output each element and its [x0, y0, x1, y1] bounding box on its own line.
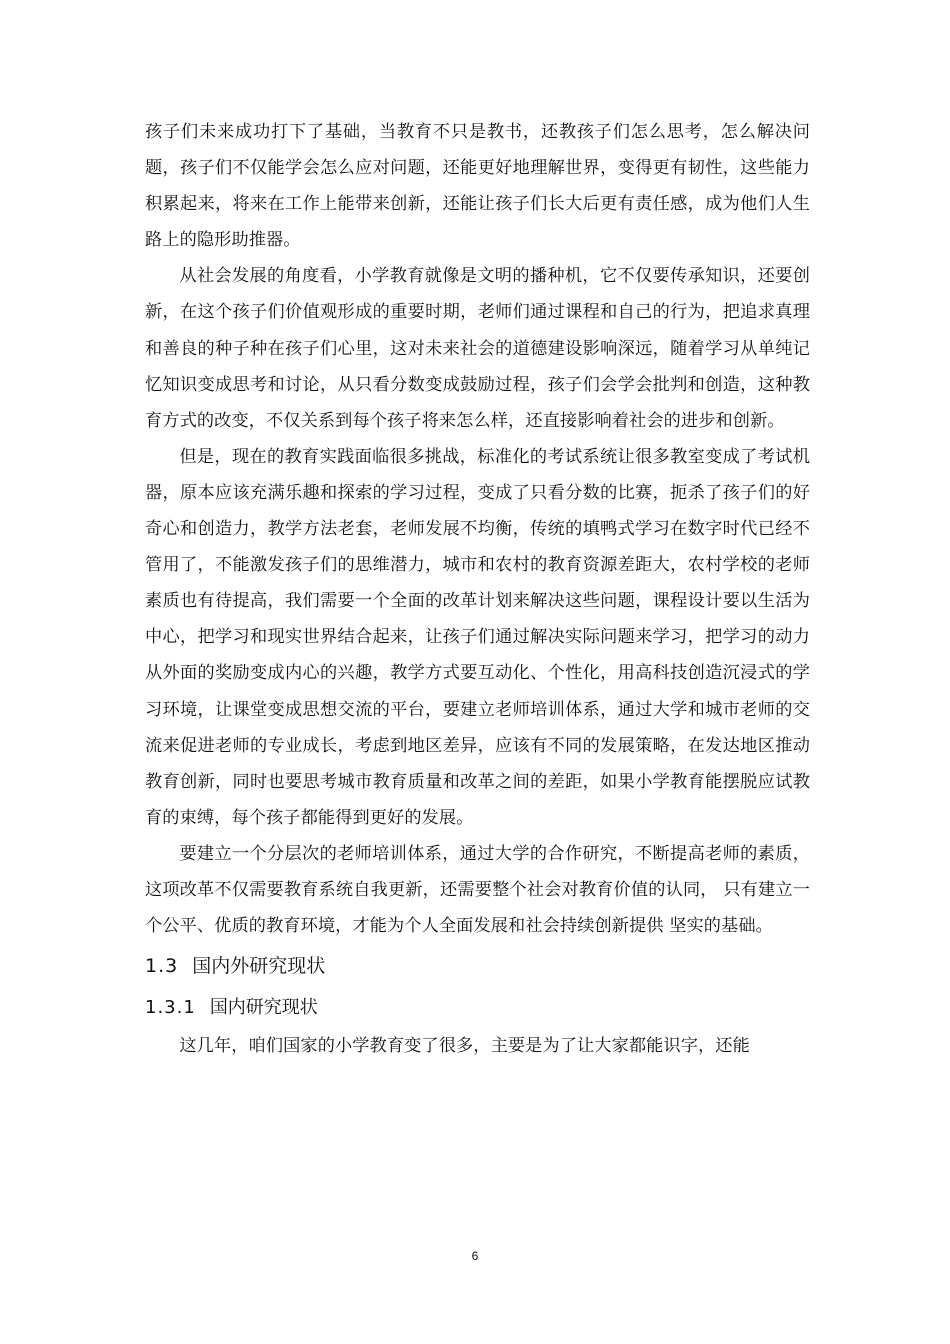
subsection-title: 国内研究现状: [209, 997, 318, 1019]
body-paragraph: 要建立一个分层次的老师培训体系，通过大学的合作研究，不断提高老师的素质，这项改革不仅需要教育系统自我更新，还需要整个社会对教育价值的认同， 只有建立一个公平、优质的教育环境，才能为个人全面发展和社会持续创新提供 坚实的基础。: [145, 843, 810, 937]
body-paragraph: 从社会发展的角度看，小学教育就像是文明的播种机，它不仅要传承知识，还要创新，在这个孩子们价值观形成的重要时期，老师们通过课程和自己的行为，把追求真理和善良的种子种在孩子们心里，这对未来社会的道德建设影响深远，随着学习从单纯记忆知识变成思考和讨论，从只看分数变成鼓励过程，孩子们会学会批判和创造，这种教育方式的改变，不仅关系到每个孩子将来怎么样，还直接影响着社会的进步和创新。: [145, 266, 810, 431]
section-heading: [145, 946, 810, 986]
section-title: 国内外研究现状: [192, 955, 326, 978]
subsection-heading: [145, 988, 810, 1028]
body-paragraph: 但是，现在的教育实践面临很多挑战，标准化的考试系统让很多教室变成了考试机器，原本应该充满乐趣和探索的学习过程，变成了只看分数的比赛，扼杀了孩子们的好奇心和创造力，教学方法老套，老师发展不均衡，传统的填鸭式学习在数字时代已经不管用了，不能激发孩子们的思维潜力，城市和农村的教育资源差距大，农村学校的老师素质也有待提高，我们需要一个全面的改革计划来解决这些问题，课程设计要以生活为中心，把学习和现实世界结合起来，让孩子们通过解决实际问题来学习，把学习的动力从外面的奖励变成内心的兴趣，教学方式要互动化、个性化，用高科技创造沉浸式的学习环境，让课堂变成思想交流的平台，要建立老师培训体系，通过大学和城市老师的交流来促进老师的专业成长，考虑到地区差异，应该有不同的发展策略，在发达地区推动教育创新，同时也要思考城市教育质量和改革之间的差距，如果小学教育能摆脱应试教育的束缚，每个孩子都能得到更好的发展。: [145, 446, 810, 828]
body-paragraph-continued: 孩子们未来成功打下了基础，当教育不只是教书，还教孩子们怎么思考，怎么解决问题，孩子们不仅能学会怎么应对问题，还能更好地理解世界，变得更有韧性，这些能力积累起来，将来在工作上能带来创新，还能让孩子们长大后更有责任感，成为他们人生路上的隐形助推器。: [145, 122, 810, 251]
subsection-number: 1.3.1: [145, 997, 196, 1019]
body-paragraph: 这几年，咱们国家的小学教育变了很多，主要是为了让大家都能识字，还能: [179, 1036, 750, 1057]
page-number: 6: [471, 1249, 479, 1263]
section-number: 1.3: [145, 955, 179, 978]
page-body: [145, 114, 810, 1064]
